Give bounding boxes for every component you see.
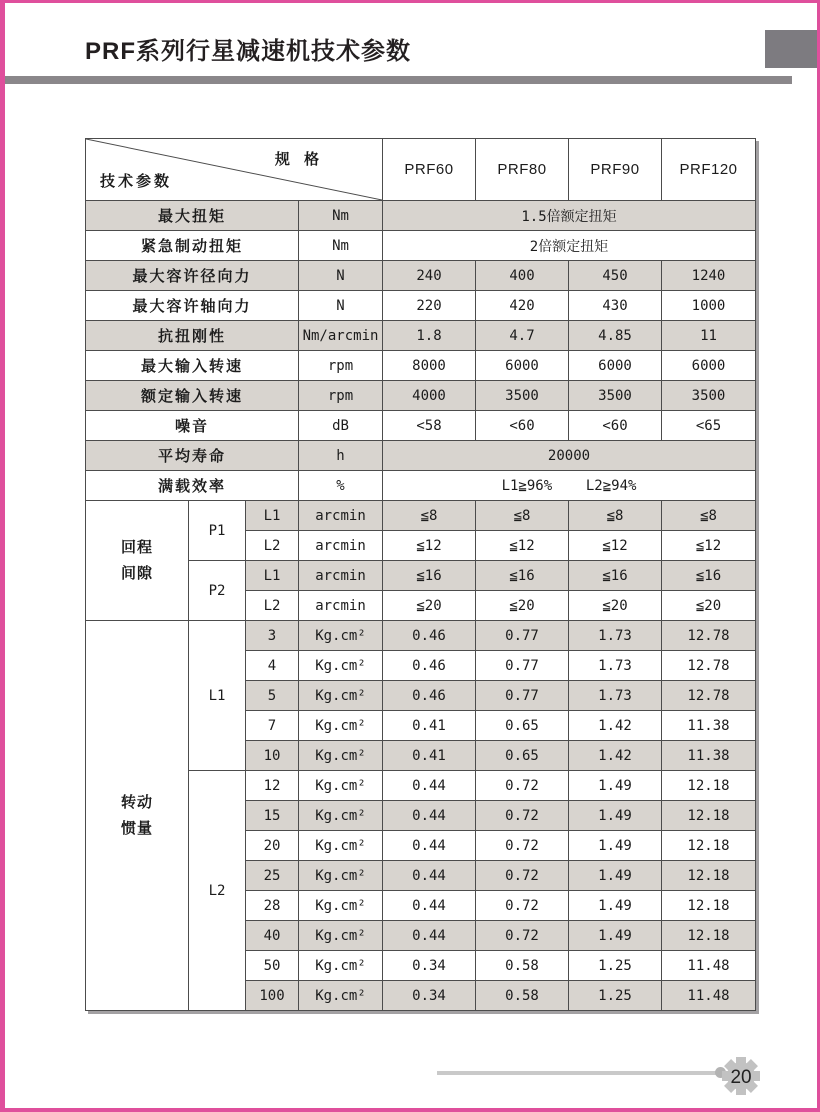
value-cell: 1.49 — [569, 831, 662, 861]
value-cell: 1.42 — [569, 741, 662, 771]
value-cell: 0.46 — [383, 651, 476, 681]
diagonal-header-cell — [86, 139, 383, 201]
value-cell: 8000 — [383, 351, 476, 381]
param-cell: 抗扭刚性 — [86, 321, 299, 351]
unit-cell: Nm — [299, 231, 383, 261]
value-cell: 1240 — [662, 261, 756, 291]
table-row — [86, 501, 756, 531]
value-cell: 12.18 — [662, 831, 756, 861]
unit-cell: Kg.cm² — [299, 861, 383, 891]
value-cell: 1.49 — [569, 921, 662, 951]
corner-label-params: 技术参数 — [100, 173, 173, 190]
row-key-cell: 4 — [246, 651, 299, 681]
value-cell: 0.72 — [476, 831, 569, 861]
value-cell: 0.65 — [476, 711, 569, 741]
value-cell: <60 — [476, 411, 569, 441]
unit-cell: arcmin — [299, 531, 383, 561]
value-cell: 1.25 — [569, 981, 662, 1011]
value-cell: 0.58 — [476, 981, 569, 1011]
value-cell: 3500 — [662, 381, 756, 411]
table-row — [86, 471, 756, 501]
row-key-cell: 7 — [246, 711, 299, 741]
model-column-header: PRF60 — [383, 139, 476, 201]
value-cell: 12.18 — [662, 921, 756, 951]
value-cell: 1.73 — [569, 651, 662, 681]
value-cell: ≦12 — [383, 531, 476, 561]
unit-cell: Nm — [299, 201, 383, 231]
row-key-cell: 50 — [246, 951, 299, 981]
value-cell: 400 — [476, 261, 569, 291]
page-number: 20 — [730, 1067, 752, 1088]
value-cell: 0.72 — [476, 921, 569, 951]
value-cell: 0.46 — [383, 681, 476, 711]
unit-cell: Kg.cm² — [299, 771, 383, 801]
row-key-cell: 25 — [246, 861, 299, 891]
corner-accent-square — [765, 30, 817, 68]
value-cell: ≦16 — [383, 561, 476, 591]
value-cell: 11.38 — [662, 711, 756, 741]
group-label-line: 回程 — [120, 539, 153, 556]
unit-cell: N — [299, 261, 383, 291]
value-cell: 0.72 — [476, 861, 569, 891]
value-cell: 220 — [383, 291, 476, 321]
value-cell: ≦8 — [569, 501, 662, 531]
row-key-cell: 15 — [246, 801, 299, 831]
unit-cell: Kg.cm² — [299, 651, 383, 681]
value-cell: 1.73 — [569, 621, 662, 651]
unit-cell: Kg.cm² — [299, 741, 383, 771]
value-cell: 3500 — [476, 381, 569, 411]
unit-cell: Kg.cm² — [299, 951, 383, 981]
unit-cell: Kg.cm² — [299, 711, 383, 741]
subgroup-cell: L2 — [189, 771, 246, 1011]
merged-value-cell: 2倍额定扭矩 — [383, 231, 756, 261]
value-cell: 0.77 — [476, 621, 569, 651]
value-cell: 1.73 — [569, 681, 662, 711]
unit-cell: Kg.cm² — [299, 921, 383, 951]
value-cell: 0.72 — [476, 771, 569, 801]
value-cell: 0.77 — [476, 681, 569, 711]
value-cell: 0.77 — [476, 651, 569, 681]
value-cell: 0.41 — [383, 741, 476, 771]
unit-cell: Kg.cm² — [299, 621, 383, 651]
value-cell: 0.41 — [383, 711, 476, 741]
value-cell: ≦12 — [476, 531, 569, 561]
row-key-cell: L2 — [246, 531, 299, 561]
value-cell: ≦20 — [383, 591, 476, 621]
value-cell: 0.58 — [476, 951, 569, 981]
param-cell: 满载效率 — [86, 471, 299, 501]
page-number-gear-icon — [719, 1054, 763, 1098]
value-cell: 450 — [569, 261, 662, 291]
value-cell: <65 — [662, 411, 756, 441]
unit-cell: rpm — [299, 351, 383, 381]
table-row — [86, 261, 756, 291]
value-cell: 0.72 — [476, 891, 569, 921]
value-cell: <58 — [383, 411, 476, 441]
value-cell: ≦16 — [662, 561, 756, 591]
param-cell: 平均寿命 — [86, 441, 299, 471]
value-cell: 12.18 — [662, 891, 756, 921]
param-cell: 最大容许轴向力 — [86, 291, 299, 321]
unit-cell: arcmin — [299, 501, 383, 531]
footer-rule — [437, 1071, 718, 1075]
unit-cell: arcmin — [299, 591, 383, 621]
value-cell: ≦8 — [476, 501, 569, 531]
corner-label-spec: 规 格 — [274, 151, 324, 168]
value-cell: 4000 — [383, 381, 476, 411]
value-cell: 12.78 — [662, 621, 756, 651]
value-cell: 0.44 — [383, 801, 476, 831]
value-cell: 1.49 — [569, 891, 662, 921]
value-cell: ≦12 — [662, 531, 756, 561]
value-cell: 12.18 — [662, 771, 756, 801]
row-key-cell: 12 — [246, 771, 299, 801]
row-key-cell: L2 — [246, 591, 299, 621]
value-cell: 1.42 — [569, 711, 662, 741]
group-label-line: 间隙 — [120, 564, 153, 582]
value-cell: ≦16 — [569, 561, 662, 591]
value-cell: 6000 — [662, 351, 756, 381]
value-cell: 0.44 — [383, 861, 476, 891]
unit-cell: N — [299, 291, 383, 321]
row-key-cell: 40 — [246, 921, 299, 951]
table-row — [86, 291, 756, 321]
table-row — [86, 201, 756, 231]
unit-cell: Kg.cm² — [299, 981, 383, 1011]
value-cell: 1.49 — [569, 861, 662, 891]
value-cell: 11.48 — [662, 951, 756, 981]
value-cell: 4.85 — [569, 321, 662, 351]
unit-cell: Nm/arcmin — [299, 321, 383, 351]
row-key-cell: 28 — [246, 891, 299, 921]
value-cell: 3500 — [569, 381, 662, 411]
value-cell: ≦12 — [569, 531, 662, 561]
value-cell: 6000 — [569, 351, 662, 381]
param-cell: 最大容许径向力 — [86, 261, 299, 291]
group-label-line: 惯量 — [120, 819, 153, 837]
value-cell: 240 — [383, 261, 476, 291]
unit-cell: % — [299, 471, 383, 501]
unit-cell: rpm — [299, 381, 383, 411]
value-cell: ≦16 — [476, 561, 569, 591]
param-cell: 噪音 — [86, 411, 299, 441]
value-cell: ≦20 — [569, 591, 662, 621]
model-column-header: PRF80 — [476, 139, 569, 201]
value-cell: 0.44 — [383, 921, 476, 951]
subgroup-cell: P2 — [189, 561, 246, 621]
row-key-cell: 5 — [246, 681, 299, 711]
page-title: PRF系列行星减速机技术参数 — [85, 38, 411, 65]
table-row — [86, 381, 756, 411]
param-cell: 最大扭矩 — [86, 201, 299, 231]
value-cell: 11.48 — [662, 981, 756, 1011]
backlash-group-cell — [86, 501, 189, 621]
value-cell: 12.78 — [662, 681, 756, 711]
unit-cell: Kg.cm² — [299, 891, 383, 921]
value-cell: ≦8 — [662, 501, 756, 531]
value-cell: 0.72 — [476, 801, 569, 831]
value-cell: 0.34 — [383, 981, 476, 1011]
unit-cell: dB — [299, 411, 383, 441]
value-cell: 1.8 — [383, 321, 476, 351]
table-row — [86, 351, 756, 381]
table-row — [86, 621, 756, 651]
model-column-header: PRF120 — [662, 139, 756, 201]
unit-cell: Kg.cm² — [299, 681, 383, 711]
value-cell: <60 — [569, 411, 662, 441]
value-cell: 420 — [476, 291, 569, 321]
value-cell: ≦20 — [476, 591, 569, 621]
value-cell: 11.38 — [662, 741, 756, 771]
row-key-cell: 10 — [246, 741, 299, 771]
table-header-row — [86, 139, 756, 201]
value-cell: 12.18 — [662, 861, 756, 891]
value-cell: 0.44 — [383, 771, 476, 801]
subgroup-cell: P1 — [189, 501, 246, 561]
value-cell: 11 — [662, 321, 756, 351]
value-cell: 430 — [569, 291, 662, 321]
subgroup-cell: L1 — [189, 621, 246, 771]
row-key-cell: 20 — [246, 831, 299, 861]
unit-cell: h — [299, 441, 383, 471]
merged-value-cell: 20000 — [383, 441, 756, 471]
value-cell: 0.46 — [383, 621, 476, 651]
param-cell: 最大输入转速 — [86, 351, 299, 381]
value-cell: 0.65 — [476, 741, 569, 771]
unit-cell: Kg.cm² — [299, 831, 383, 861]
inertia-group-cell — [86, 621, 189, 1011]
model-column-header: PRF90 — [569, 139, 662, 201]
row-key-cell: 3 — [246, 621, 299, 651]
value-cell: 1.49 — [569, 771, 662, 801]
value-cell: 1.25 — [569, 951, 662, 981]
merged-value-cell: L1≧96% L2≧94% — [383, 471, 756, 501]
table-row — [86, 411, 756, 441]
table-row — [86, 321, 756, 351]
unit-cell: Kg.cm² — [299, 801, 383, 831]
table-row — [86, 441, 756, 471]
value-cell: 12.18 — [662, 801, 756, 831]
value-cell: 1.49 — [569, 801, 662, 831]
param-cell: 额定输入转速 — [86, 381, 299, 411]
title-underline-rule — [5, 76, 792, 84]
row-key-cell: 100 — [246, 981, 299, 1011]
spec-table — [85, 138, 756, 1011]
value-cell: 0.34 — [383, 951, 476, 981]
value-cell: 0.44 — [383, 891, 476, 921]
value-cell: ≦8 — [383, 501, 476, 531]
group-label-line: 转动 — [120, 794, 153, 811]
value-cell: 12.78 — [662, 651, 756, 681]
value-cell: 4.7 — [476, 321, 569, 351]
merged-value-cell: 1.5倍额定扭矩 — [383, 201, 756, 231]
unit-cell: arcmin — [299, 561, 383, 591]
table-row — [86, 231, 756, 261]
value-cell: 1000 — [662, 291, 756, 321]
row-key-cell: L1 — [246, 501, 299, 531]
value-cell: 0.44 — [383, 831, 476, 861]
value-cell: 6000 — [476, 351, 569, 381]
row-key-cell: L1 — [246, 561, 299, 591]
param-cell: 紧急制动扭矩 — [86, 231, 299, 261]
value-cell: ≦20 — [662, 591, 756, 621]
